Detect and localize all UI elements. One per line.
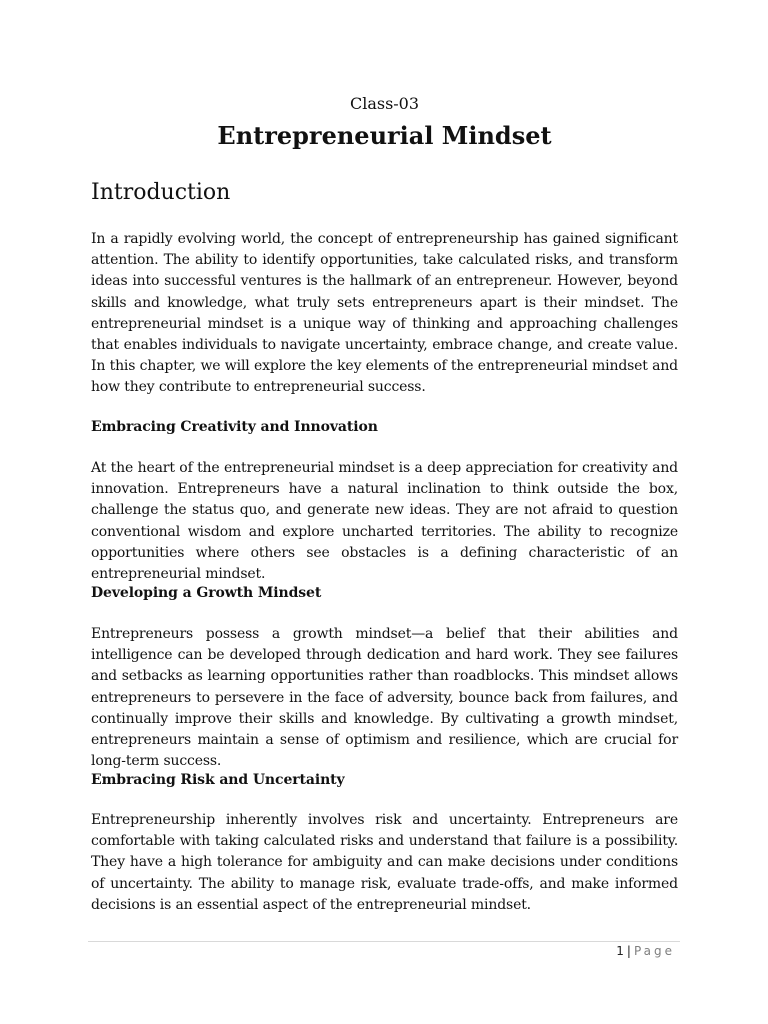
- footer-separator: |: [626, 944, 631, 958]
- paragraph-risk: Entrepreneurship inherently involves risk and uncertainty. Entrepreneurs are comfortable with taking calculated risks and understand that failure is a possibility. They have a high tolerance for ambiguity and can make decisions under conditions of uncertainty. The ability to manage risk, evaluate trade-offs, and make informed decisions is an essential aspect of the entrepreneurial mindset.: [91, 812, 678, 913]
- subheading-creativity: Embracing Creativity and Innovation: [91, 419, 378, 435]
- page-number: 1: [616, 944, 624, 958]
- page-word: Page: [633, 944, 675, 958]
- subheading-risk: Embracing Risk and Uncertainty: [91, 772, 345, 788]
- footer-divider: [88, 941, 680, 942]
- document-page: [91, 0, 678, 1024]
- page-footer: [616, 942, 675, 960]
- subheading-growth-mindset: Developing a Growth Mindset: [91, 585, 322, 601]
- intro-paragraph: In a rapidly evolving world, the concept of entrepreneurship has gained significant attention. The ability to identify opportunities, take calculated risks, and transform ideas into successful ventures is the hallmark of an entrepreneur. However, beyond skills and knowledge, what truly sets entrepreneurs apart is their mindset. The entrepreneurial mindset is a unique way of thinking and approaching challenges that enables individuals to navigate uncertainty, embrace change, and create value. In this chapter, we will explore the key elements of the entrepreneurial mindset and how they contribute to entrepreneurial success.: [91, 231, 678, 396]
- section-heading-introduction: Introduction: [91, 180, 231, 205]
- paragraph-growth-mindset: Entrepreneurs possess a growth mindset—a belief that their abilities and intelligence can be developed through dedication and hard work. They see failures and setbacks as learning opportunities rather than roadblocks. This mindset allows entrepreneurs to persevere in the face of adversity, bounce back from failures, and continually improve their skills and knowledge. By cultivating a growth mindset, entrepreneurs maintain a sense of optimism and resilience, which are crucial for long-term success.: [91, 626, 678, 770]
- document-title: Entrepreneurial Mindset: [217, 121, 552, 150]
- paragraph-creativity: At the heart of the entrepreneurial mindset is a deep appreciation for creativity and innovation. Entrepreneurs have a natural inclination to think outside the box, challenge the status quo, and generate new ideas. They are not afraid to question conventional wisdom and explore uncharted territories. The ability to recognize opportunities where others see obstacles is a defining characteristic of an entrepreneurial mindset.: [91, 460, 678, 583]
- class-label: Class-03: [349, 94, 420, 113]
